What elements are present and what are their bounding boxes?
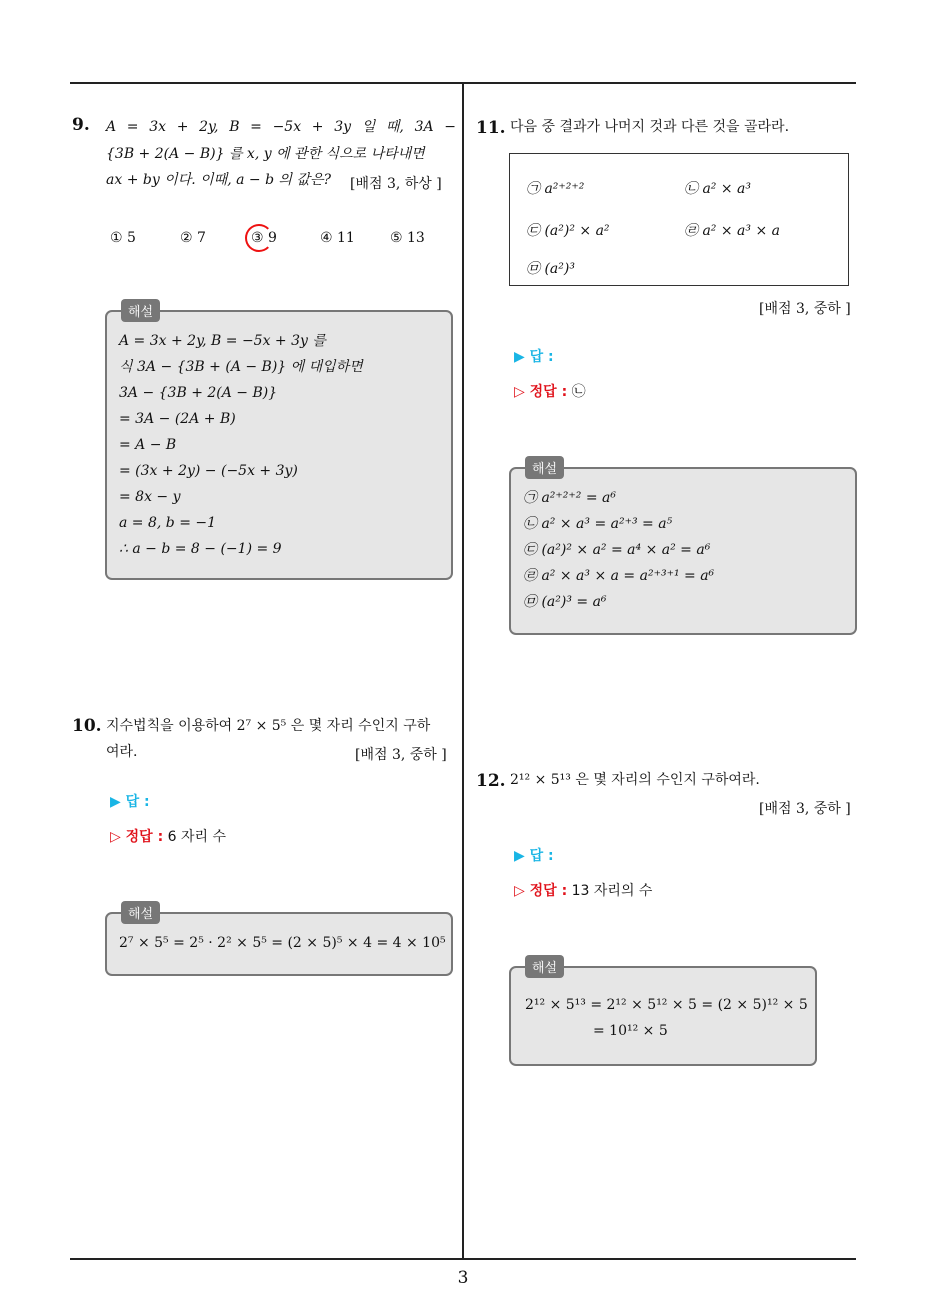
q11-solution-tag: 해설 bbox=[525, 456, 564, 479]
q9-choice-4[interactable]: ④ 11 bbox=[320, 230, 355, 246]
q10-sol-line: 2⁷ × 5⁵ = 2⁵ · 2² × 5⁵ = (2 × 5)⁵ × 4 = 4 × 10⁵ bbox=[119, 935, 446, 951]
column-divider bbox=[462, 82, 464, 1259]
q9-line3: ax + by 이다. 이때, a − b 의 값은? bbox=[106, 172, 332, 188]
q9-solution-lines bbox=[119, 328, 363, 562]
q11-option-5[interactable]: ㉤ (a²)³ bbox=[526, 261, 575, 277]
q11-option-2[interactable]: ㉡ a² × a³ bbox=[684, 181, 751, 197]
q12-correct-value: 13 자리의 수 bbox=[571, 883, 653, 899]
q11-correct-label: ▷ 정답 : bbox=[514, 384, 568, 400]
q12-solution-tag: 해설 bbox=[525, 955, 564, 978]
q9-choice-5[interactable]: ⑤ 13 bbox=[390, 230, 425, 246]
q11-line1: 다음 중 결과가 나머지 것과 다른 것을 골라라. bbox=[510, 119, 790, 135]
q9-choice-3: ③ 9 bbox=[251, 230, 277, 246]
q12-line1: 2¹² × 5¹³ 은 몇 자리의 수인지 구하여라. bbox=[510, 772, 760, 788]
q11-correct-row bbox=[514, 381, 586, 401]
q9-sol-line: a = 8, b = −1 bbox=[119, 515, 217, 531]
q11-solution-box bbox=[509, 462, 857, 635]
q9-score: [배점 3, 하상 ] bbox=[350, 176, 442, 192]
q11-solution-lines bbox=[523, 485, 714, 615]
q12-score: [배점 3, 중하 ] bbox=[759, 801, 851, 817]
q9-sol-line: = 8x − y bbox=[119, 489, 181, 505]
q12-number: 12. bbox=[476, 771, 506, 791]
q10-solution-tag: 해설 bbox=[121, 901, 160, 924]
q11-answer-label: ▶ 답 : bbox=[514, 349, 554, 365]
q11-correct-value: ㉡ bbox=[571, 384, 586, 400]
q10-score: [배점 3, 중하 ] bbox=[355, 747, 447, 763]
q9-choice-3-wrap[interactable] bbox=[251, 230, 277, 246]
q12-sol-line: 2¹² × 5¹³ = 2¹² × 5¹² × 5 = (2 × 5)¹² × 5 bbox=[525, 997, 808, 1013]
bottom-rule bbox=[70, 1258, 856, 1260]
q9-choice-2[interactable]: ② 7 bbox=[180, 230, 206, 246]
q10-answer-label: ▶ 답 : bbox=[110, 794, 150, 810]
q10-line2: 여라. bbox=[106, 744, 138, 760]
q10-correct-row bbox=[110, 826, 226, 846]
q11-option-1[interactable]: ㉠ a²⁺²⁺² bbox=[526, 181, 585, 197]
q9-number: 9. bbox=[72, 115, 90, 135]
q11-sol-line: ㉢ (a²)² × a² = a⁴ × a² = a⁶ bbox=[523, 542, 711, 558]
q9-sol-line: ∴ a − b = 8 − (−1) = 9 bbox=[119, 541, 282, 557]
q9-selected-mark-icon bbox=[245, 224, 273, 252]
q11-sol-line: ㉡ a² × a³ = a²⁺³ = a⁵ bbox=[523, 516, 673, 532]
q10-line1: 지수법칙을 이용하여 2⁷ × 5⁵ 은 몇 자리 수인지 구하 bbox=[106, 718, 431, 734]
q11-options-box bbox=[509, 153, 849, 286]
q12-solution-box bbox=[509, 961, 817, 1066]
q9-line2: {3B + 2(A − B)} 를 x, y 에 관한 식으로 나타내면 bbox=[106, 146, 425, 162]
q12-solution-lines bbox=[525, 992, 808, 1044]
q9-sol-line: 식 3A − {3B + (A − B)} 에 대입하면 bbox=[119, 359, 363, 375]
q9-choice-1[interactable]: ① 5 bbox=[110, 230, 136, 246]
q11-sol-line: ㉠ a²⁺²⁺² = a⁶ bbox=[523, 490, 617, 506]
q9-solution-tag: 해설 bbox=[121, 299, 160, 322]
q9-sol-line: 3A − {3B + 2(A − B)} bbox=[119, 385, 278, 401]
q11-number: 11. bbox=[476, 118, 506, 138]
q12-correct-row bbox=[514, 880, 652, 900]
q10-number: 10. bbox=[72, 716, 102, 736]
q9-sol-line: = 3A − (2A + B) bbox=[119, 411, 236, 427]
q12-answer-label: ▶ 답 : bbox=[514, 848, 554, 864]
q11-sol-line: ㉤ (a²)³ = a⁶ bbox=[523, 594, 607, 610]
q9-sol-line: = (3x + 2y) − (−5x + 3y) bbox=[119, 463, 298, 479]
q11-option-4[interactable]: ㉣ a² × a³ × a bbox=[684, 223, 780, 239]
q10-solution-lines bbox=[119, 930, 446, 956]
q10-solution-box bbox=[105, 907, 453, 976]
q10-correct-value: 6 자리 수 bbox=[167, 829, 227, 845]
q12-sol-line: = 10¹² × 5 bbox=[593, 1023, 668, 1039]
q9-line1: A = 3x + 2y, B = −5x + 3y 일 때, 3A − bbox=[106, 119, 456, 135]
q11-sol-line: ㉣ a² × a³ × a = a²⁺³⁺¹ = a⁶ bbox=[523, 568, 715, 584]
q11-option-3[interactable]: ㉢ (a²)² × a² bbox=[526, 223, 610, 239]
q9-solution-box bbox=[105, 305, 453, 580]
q10-correct-label: ▷ 정답 : bbox=[110, 829, 164, 845]
q9-sol-line: A = 3x + 2y, B = −5x + 3y 를 bbox=[119, 333, 326, 349]
q11-score: [배점 3, 중하 ] bbox=[759, 301, 851, 317]
page-number: 3 bbox=[457, 1268, 469, 1288]
q12-correct-label: ▷ 정답 : bbox=[514, 883, 568, 899]
q9-sol-line: = A − B bbox=[119, 437, 177, 453]
